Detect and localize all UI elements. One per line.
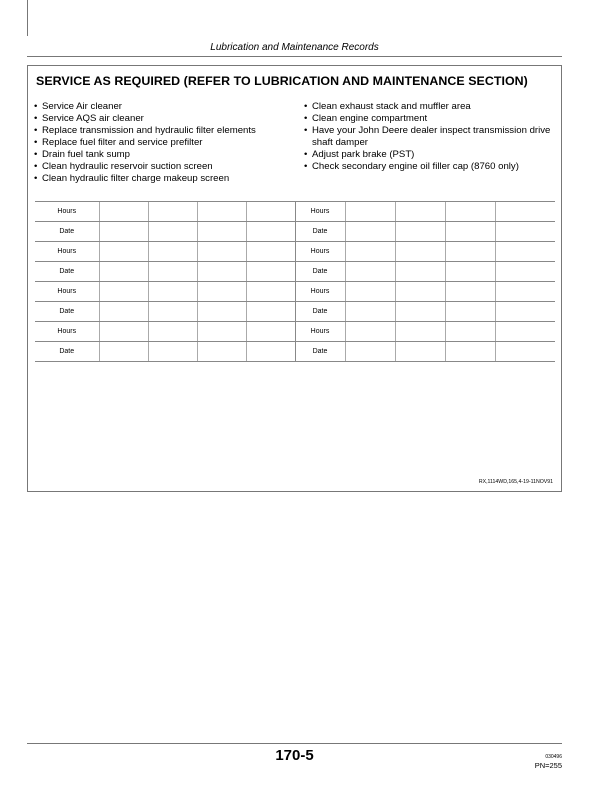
section-title: SERVICE AS REQUIRED (REFER TO LUBRICATION AND MAINTENANCE SECTION) (36, 74, 528, 88)
table-row (35, 202, 555, 222)
entry-cell[interactable] (246, 242, 295, 262)
entry-cell[interactable] (197, 242, 246, 262)
entry-cell[interactable] (148, 322, 197, 342)
footer-code: 030496 (545, 754, 562, 760)
service-record-table (35, 201, 555, 362)
row-label: Date (295, 262, 345, 282)
entry-cell[interactable] (345, 262, 395, 282)
service-item: • Adjust park brake (PST) (304, 149, 559, 161)
entry-cell[interactable] (395, 282, 445, 302)
entry-cell[interactable] (445, 222, 495, 242)
entry-cell[interactable] (148, 222, 197, 242)
entry-cell[interactable] (445, 342, 495, 362)
row-label: Date (35, 342, 99, 362)
entry-cell[interactable] (345, 302, 395, 322)
entry-cell[interactable] (395, 302, 445, 322)
entry-cell[interactable] (495, 242, 555, 262)
table-row (35, 222, 555, 242)
row-label: Hours (295, 242, 345, 262)
entry-cell[interactable] (495, 322, 555, 342)
entry-cell[interactable] (445, 282, 495, 302)
row-label: Date (35, 262, 99, 282)
entry-cell[interactable] (197, 322, 246, 342)
row-label: Hours (35, 242, 99, 262)
entry-cell[interactable] (495, 302, 555, 322)
entry-cell[interactable] (246, 322, 295, 342)
table-row (35, 242, 555, 262)
entry-cell[interactable] (445, 262, 495, 282)
entry-cell[interactable] (445, 202, 495, 222)
table-row (35, 342, 555, 362)
left-service-list (34, 101, 304, 185)
entry-cell[interactable] (345, 322, 395, 342)
entry-cell[interactable] (148, 262, 197, 282)
entry-cell[interactable] (99, 262, 148, 282)
row-label: Date (35, 302, 99, 322)
service-item: • Have your John Deere dealer inspect transmission drive shaft damper (304, 125, 559, 149)
entry-cell[interactable] (445, 302, 495, 322)
entry-cell[interactable] (197, 202, 246, 222)
entry-cell[interactable] (246, 262, 295, 282)
entry-cell[interactable] (148, 342, 197, 362)
entry-cell[interactable] (99, 242, 148, 262)
service-item: • Service AQS air cleaner (34, 113, 304, 125)
entry-cell[interactable] (246, 222, 295, 242)
document-id: RX,1114WD,165,4-19-11NOV91 (478, 479, 553, 485)
entry-cell[interactable] (495, 342, 555, 362)
table-row (35, 262, 555, 282)
entry-cell[interactable] (395, 202, 445, 222)
entry-cell[interactable] (148, 242, 197, 262)
service-item: • Replace fuel filter and service prefilter (34, 137, 304, 149)
header-divider (27, 56, 562, 57)
footer-divider (27, 743, 562, 744)
row-label: Date (295, 342, 345, 362)
table-row (35, 282, 555, 302)
entry-cell[interactable] (148, 282, 197, 302)
entry-cell[interactable] (445, 322, 495, 342)
entry-cell[interactable] (395, 242, 445, 262)
entry-cell[interactable] (495, 282, 555, 302)
entry-cell[interactable] (246, 202, 295, 222)
row-label: Hours (295, 282, 345, 302)
service-item: • Clean hydraulic reservoir suction screen (34, 161, 304, 173)
entry-cell[interactable] (395, 322, 445, 342)
entry-cell[interactable] (246, 342, 295, 362)
entry-cell[interactable] (345, 202, 395, 222)
row-label: Hours (295, 322, 345, 342)
row-label: Hours (35, 202, 99, 222)
entry-cell[interactable] (345, 282, 395, 302)
table-row (35, 302, 555, 322)
entry-cell[interactable] (345, 342, 395, 362)
entry-cell[interactable] (495, 262, 555, 282)
service-item: • Service Air cleaner (34, 101, 304, 113)
entry-cell[interactable] (395, 342, 445, 362)
entry-cell[interactable] (148, 202, 197, 222)
entry-cell[interactable] (345, 242, 395, 262)
entry-cell[interactable] (197, 262, 246, 282)
entry-cell[interactable] (197, 282, 246, 302)
entry-cell[interactable] (395, 262, 445, 282)
entry-cell[interactable] (395, 222, 445, 242)
row-label: Date (295, 302, 345, 322)
running-head: Lubrication and Maintenance Records (210, 42, 379, 53)
row-label: Date (295, 222, 345, 242)
entry-cell[interactable] (99, 342, 148, 362)
service-section (27, 65, 562, 492)
page-number: 170-5 (275, 747, 314, 764)
entry-cell[interactable] (495, 202, 555, 222)
entry-cell[interactable] (445, 242, 495, 262)
service-item: • Clean engine compartment (304, 113, 559, 125)
entry-cell[interactable] (495, 222, 555, 242)
table-row (35, 322, 555, 342)
row-label: Hours (295, 202, 345, 222)
entry-cell[interactable] (99, 282, 148, 302)
service-item: • Replace transmission and hydraulic filter elements (34, 125, 304, 137)
service-item: • Check secondary engine oil filler cap (8760 only) (304, 161, 559, 173)
footer-pn: PN=255 (534, 761, 562, 770)
entry-cell[interactable] (99, 302, 148, 322)
entry-cell[interactable] (99, 322, 148, 342)
right-service-list (304, 101, 559, 173)
entry-cell[interactable] (197, 342, 246, 362)
entry-cell[interactable] (197, 222, 246, 242)
top-rule (27, 0, 28, 36)
entry-cell[interactable] (246, 282, 295, 302)
entry-cell[interactable] (345, 222, 395, 242)
service-item: • Clean exhaust stack and muffler area (304, 101, 559, 113)
row-label: Hours (35, 282, 99, 302)
service-item: • Clean hydraulic filter charge makeup screen (34, 173, 304, 185)
entry-cell[interactable] (197, 302, 246, 322)
service-item: • Drain fuel tank sump (34, 149, 304, 161)
row-label: Hours (35, 322, 99, 342)
entry-cell[interactable] (148, 302, 197, 322)
entry-cell[interactable] (99, 222, 148, 242)
entry-cell[interactable] (246, 302, 295, 322)
entry-cell[interactable] (99, 202, 148, 222)
row-label: Date (35, 222, 99, 242)
